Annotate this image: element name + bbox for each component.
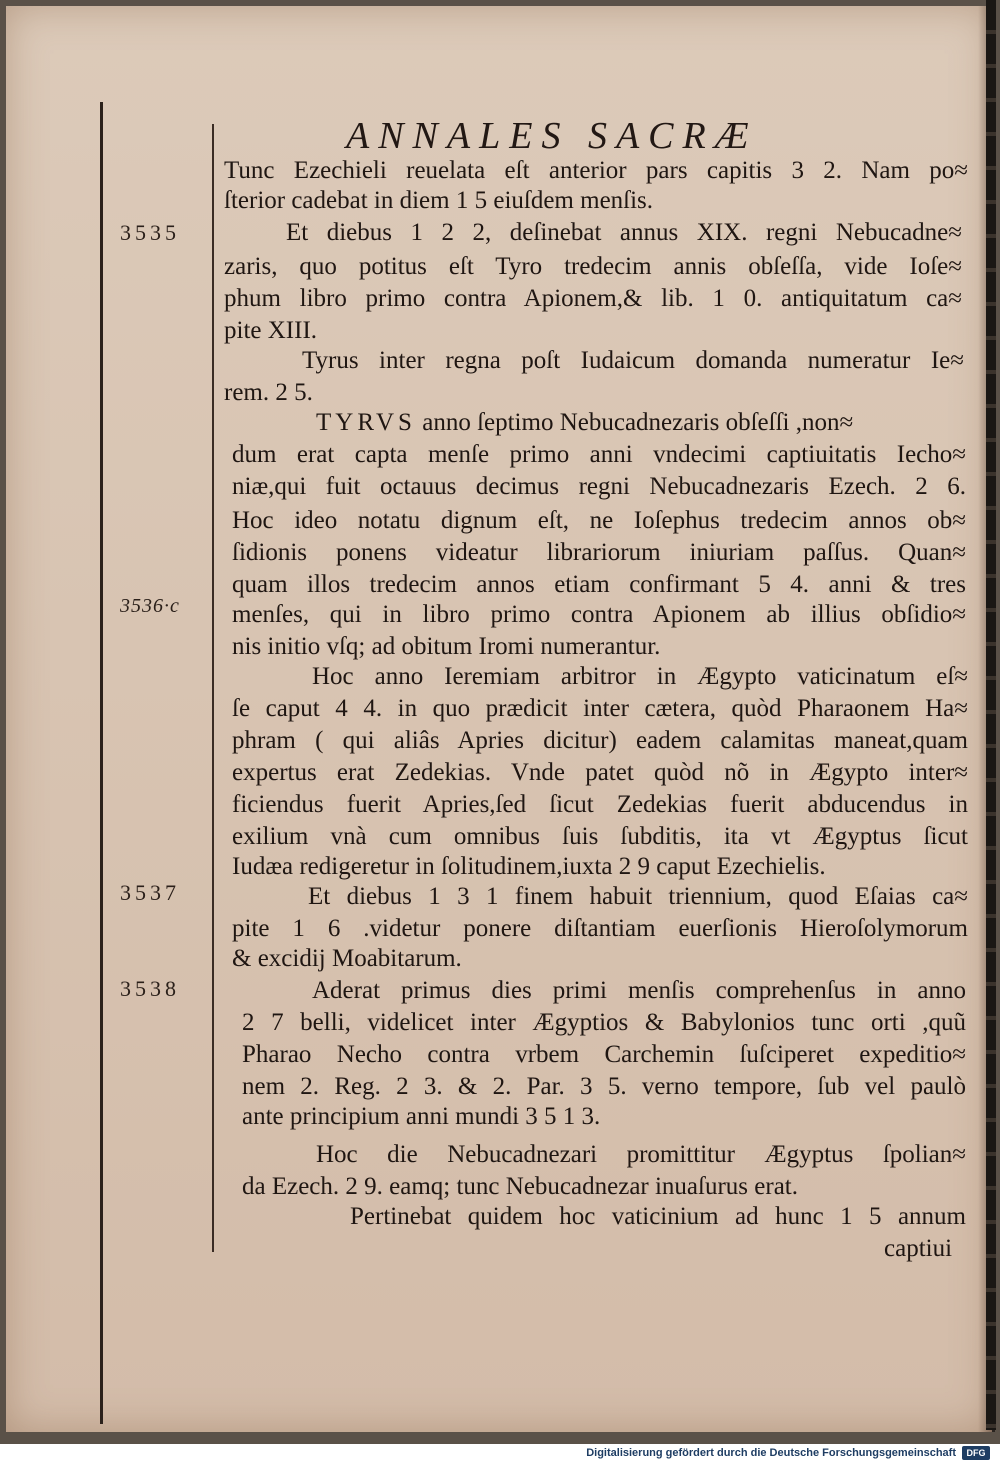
book-page <box>6 6 995 1432</box>
text-line: phum libro primo contra Apionem,& lib. 1 0. antiquitatum ca≈ <box>224 285 962 312</box>
text-line: pite 1 6 .videtur ponere diſtantiam euerſionis Hieroſolymorum <box>232 915 968 942</box>
text-line: & excidij Moabitarum. <box>232 945 462 972</box>
running-head: ANNALES SACRÆ <box>346 115 758 157</box>
text-line: zaris, quo potitus eſt Tyro tredecim annis obſeſſa, vide Ioſe≈ <box>224 253 962 280</box>
text-line: Pharao Necho contra vrbem Carchemin ſuſciperet expeditio≈ <box>242 1041 966 1068</box>
text-line: Hoc die Nebucadnezari promittitur Ægyptus ſpolian≈ <box>316 1141 966 1168</box>
text-line: Iudæa redigeretur in ſolitudinem,iuxta 2 9 caput Ezechielis. <box>232 853 826 880</box>
text-line: Aderat primus dies primi menſis comprehenſus in anno <box>312 977 966 1004</box>
text-line: Et diebus 1 2 2, deſinebat annus XIX. regni Nebucadne≈ <box>286 219 962 246</box>
catchword: captiui <box>884 1235 953 1262</box>
text-line: ficiendus fuerit Apries,ſed ſicut Zedekias fuerit abducendus in <box>232 791 968 818</box>
text-line-rest: anno ſeptimo Nebucadnezaris obſeſſi ,non≈ <box>422 409 854 436</box>
text-line: menſes, qui in libro primo contra Apionem ab illius obſidio≈ <box>232 601 966 628</box>
text-line: expertus erat Zedekias. Vnde patet quòd nõ in Ægypto inter≈ <box>232 759 968 786</box>
text-line: Tunc Ezechieli reuelata eſt anterior pars capitis 3 2. Nam po≈ <box>224 157 968 184</box>
outer-margin-rule <box>100 102 103 1424</box>
text-line: ſe caput 4 4. in quo prædicit inter cætera, quòd Pharaonem Ha≈ <box>232 695 968 722</box>
text-line: pite XIII. <box>224 317 318 344</box>
margin-year-3535: 3535 <box>120 220 180 245</box>
inner-margin-rule <box>212 124 214 1252</box>
footer-credit: Digitalisierung gefördert durch die Deutsche Forschungsgemeinschaft <box>586 1447 956 1459</box>
text-line: quam illos tredecim annos etiam confirmant 5 4. anni & tres <box>232 571 966 598</box>
text-line: Et diebus 1 3 1 finem habuit triennium, quod Eſaias ca≈ <box>308 883 968 910</box>
text-line: Pertinebat quidem hoc vaticinium ad hunc 1 5 annum <box>350 1203 966 1230</box>
text-line: phram ( qui aliâs Apries dicitur) eadem calamitas maneat,quam <box>232 727 968 754</box>
text-line: Hoc ideo notatu dignum eſt, ne Ioſephus tredecim annos ob≈ <box>232 507 966 534</box>
text-line: ſidionis ponens videatur librariorum iniuriam paſſus. Quan≈ <box>232 539 966 566</box>
text-line: Tyrus inter regna poſt Iudaicum domanda numeratur Ie≈ <box>302 347 964 374</box>
text-line: ante principium anni mundi 3 5 1 3. <box>242 1103 601 1130</box>
binding-edge <box>986 0 996 1430</box>
dfg-logo-icon: DFG <box>962 1446 990 1460</box>
text-line: nis initio vſq; ad obitum Iromi numerantur. <box>232 633 661 660</box>
text-line: Hoc anno Ieremiam arbitror in Ægypto vaticinatum eſ≈ <box>312 663 968 690</box>
text-line: da Ezech. 2 9. eamq; tunc Nebucadnezar inuaſurus erat. <box>242 1173 798 1200</box>
tyrus-caps: TYRVS <box>316 409 416 436</box>
margin-year-3538: 3538 <box>120 976 180 1001</box>
text-line: exilium vnà cum omnibus ſuis ſubditis, ita vt Ægyptus ſicut <box>232 823 968 850</box>
text-line: 2 7 belli, videlicet inter Ægyptios & Babylonios tunc orti ,quũ <box>242 1009 966 1036</box>
text-line: niæ,qui fuit octauus decimus regni Nebucadnezaris Ezech. 2 6. <box>232 473 966 500</box>
margin-year-3536: 3536·c <box>120 595 180 617</box>
text-line: rem. 2 5. <box>224 379 313 406</box>
text-line: nem 2. Reg. 2 3. & 2. Par. 3 5. verno tempore, ſub vel paulò <box>242 1073 966 1100</box>
text-line <box>316 408 966 438</box>
margin-year-3537: 3537 <box>120 880 180 905</box>
text-line: dum erat capta menſe primo anni vndecimi captiuitatis Iecho≈ <box>232 441 966 468</box>
text-line: ſterior cadebat in diem 1 5 eiuſdem menſis. <box>224 187 654 214</box>
